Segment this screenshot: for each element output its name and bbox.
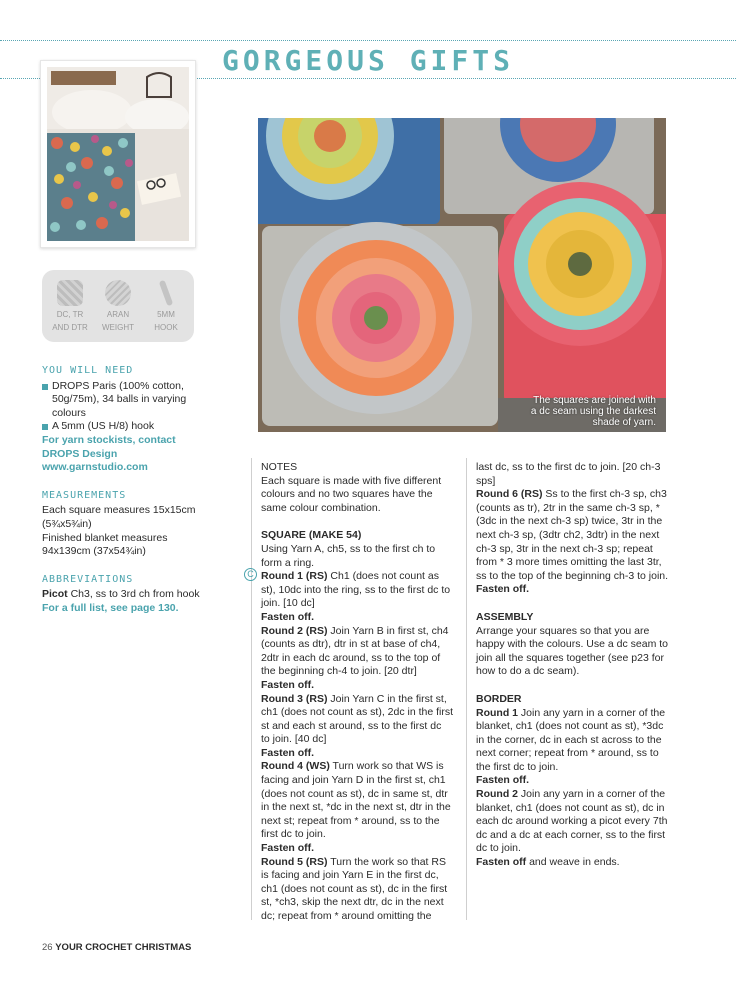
round-6-label: Round 6 (RS): [476, 488, 543, 501]
border-round-2-label: Round 2: [476, 788, 518, 801]
picot-abbreviation: [42, 588, 212, 602]
final-step: [476, 856, 672, 870]
list-item: [42, 420, 212, 434]
fasten-off: Fasten off.: [476, 583, 530, 596]
round-4-text: Turn work so that WS is facing and join Yarn D in the first st, ch1 (does not count as st), dc in same st, dtr in the next st, *dc in the next st, dtr in the next st; repeat from * around, ss to the first dc to join.: [261, 760, 451, 841]
page-footer: [42, 942, 191, 953]
hook-label-2: HOOK: [154, 323, 178, 332]
round-5-text: Turn the work so that RS is facing and join Yarn E in the first dc, ch1 (does not count as st), dc in the first st, *ch3, skip the next dtr, dc in the next dc; repeat from * around omitting the: [261, 855, 448, 922]
pattern-column-2: [476, 461, 672, 870]
round-2: [261, 625, 453, 679]
yarn-info: [93, 280, 143, 332]
magazine-title: YOUR CROCHET CHRISTMAS: [55, 942, 192, 953]
round-3-text: Join Yarn C in the first st, ch1 (does not count as st), 2dc in the first st and each st around, ss to the first dc to join. [40 dc]: [261, 692, 454, 746]
abbreviations-heading: ABBREVIATIONS: [42, 573, 134, 585]
hook-info: [141, 280, 191, 332]
stitches-info: [45, 280, 95, 332]
skill-info-strip: [42, 270, 194, 342]
round-3: [261, 693, 453, 747]
column-divider: [466, 458, 467, 920]
full-list-reference: For a full list, see page 130.: [42, 601, 179, 614]
notes-heading: NOTES: [261, 461, 298, 473]
notes-text: Each square is made with five different colours and no two squares have the same colour combination.: [261, 474, 442, 514]
crochet-hook-icon: [159, 280, 174, 306]
round-1: [261, 570, 453, 611]
photo-caption: The squares are joined with a dc seam using the darkest shade of yarn.: [530, 395, 656, 428]
granny-squares-illustration: [258, 118, 666, 432]
yarn-requirement: DROPS Paris (100% cotton, 50g/75m), 34 balls in varying colours: [52, 379, 187, 419]
round-1-label: Round 1 (RS): [261, 570, 328, 583]
fasten-off: Fasten off.: [476, 774, 530, 787]
stitches-label-1: DC, TR: [56, 310, 84, 319]
bed-illustration: [47, 67, 189, 241]
round-2-label: Round 2 (RS): [261, 624, 328, 637]
assembly-text: Arrange your squares so that you are happy with the colours. Use a dc seam to join all the squares together (see p23 for how to do a dc seam).: [476, 624, 669, 678]
bullet-square-icon: [42, 384, 48, 390]
page-number: 26: [42, 942, 53, 953]
measurements-heading: MEASUREMENTS: [42, 489, 127, 501]
top-dotted-rule: [0, 40, 736, 41]
bed-with-blanket-image: [47, 67, 189, 241]
border-round-1-text: Join any yarn in a corner of the blanket, ch1 (does not count as st), *3dc in the corner, dc in each st across to the next corner; repeat from * around, ss to the first dc to join.: [476, 706, 666, 773]
blanket-photo-thumbnail: [40, 60, 196, 248]
yarn-ball-icon: [105, 280, 131, 306]
border-round-2: [476, 788, 672, 856]
square-heading: SQUARE (MAKE 54): [261, 529, 362, 542]
border-round-1: [476, 707, 672, 775]
round-1-text: Ch1 (does not count as st), 10dc into the ring, ss to the first dc to join. [10 dc]: [261, 570, 451, 610]
round-5: [261, 856, 453, 924]
border-round-1-label: Round 1: [476, 706, 518, 719]
round-5-label: Round 5 (RS): [261, 855, 328, 868]
you-will-need-heading: YOU WILL NEED: [42, 365, 134, 376]
hook-requirement: A 5mm (US H/8) hook: [52, 420, 155, 433]
border-round-2-text: Join any yarn in a corner of the blanket, ch1 (does not count as st), dc in each dc around working a picot every 7th dc and a dc at each corner, ss to the first dc to join.: [476, 788, 668, 855]
stitches-icon: [57, 280, 83, 306]
stitches-label-2: AND DTR: [52, 323, 88, 332]
fasten-off: Fasten off.: [261, 746, 315, 759]
final-step-text: and weave in ends.: [526, 856, 620, 869]
round-2-text: Join Yarn B in first st, ch4 (counts as dtr), dtr in st at base of ch4, 2dtr in each dc around, ss to the top of the beginning ch-4 to join. [20 dtr]: [261, 624, 449, 678]
square-size: Each square measures 15x15cm (5¾x5¾in): [42, 504, 196, 530]
hook-label-1: 5MM: [157, 310, 175, 319]
materials-column: [42, 364, 212, 616]
granny-squares-photo: [258, 118, 666, 432]
round-4-label: Round 4 (WS): [261, 760, 330, 773]
border-heading: BORDER: [476, 692, 522, 705]
round-5-continued: last dc, ss to the first dc to join. [20 ch-3 sps]: [476, 461, 661, 487]
bullet-square-icon: [42, 424, 48, 430]
round-6-text: Ss to the first ch-3 sp, ch3 (counts as tr), 2tr in the same ch-3 sp, *(3dc in the next ch-3 sp) twice, 3tr in the next ch-3 sp, (3dtr ch2, 3dtr) in the next ch-3 sp, 3tr in the next ch-3 sp; repeat from * 3 more times omitting the last 3tr, ss to the top of the beginning ch-3 to join.: [476, 488, 669, 582]
round-3-label: Round 3 (RS): [261, 692, 328, 705]
fasten-off: Fasten off.: [261, 842, 315, 855]
list-item: [42, 380, 212, 421]
pattern-column-1: [261, 461, 453, 924]
assembly-heading: ASSEMBLY: [476, 610, 534, 623]
yarn-label-1: ARAN: [106, 310, 130, 319]
yarn-label-2: WEIGHT: [102, 323, 134, 332]
blanket-size: Finished blanket measures 94x139cm (37x54¾in): [42, 531, 168, 558]
fasten-off: Fasten off.: [261, 610, 315, 623]
column-divider: [251, 458, 252, 920]
final-step-label: Fasten off: [476, 856, 527, 869]
round-4: [261, 760, 453, 842]
copyright-c-icon: C: [244, 568, 257, 581]
picot-term: Picot: [42, 588, 68, 601]
page-title: GORGEOUS GIFTS: [221, 44, 514, 77]
fasten-off: Fasten off.: [261, 678, 315, 691]
round-6: [476, 488, 672, 583]
stockists-note: For yarn stockists, contact DROPS Design www.garnstudio.com: [42, 433, 176, 474]
picot-definition: Ch3, ss to 3rd ch from hook: [67, 588, 200, 601]
square-intro: Using Yarn A, ch5, ss to the first ch to form a ring.: [261, 542, 436, 569]
